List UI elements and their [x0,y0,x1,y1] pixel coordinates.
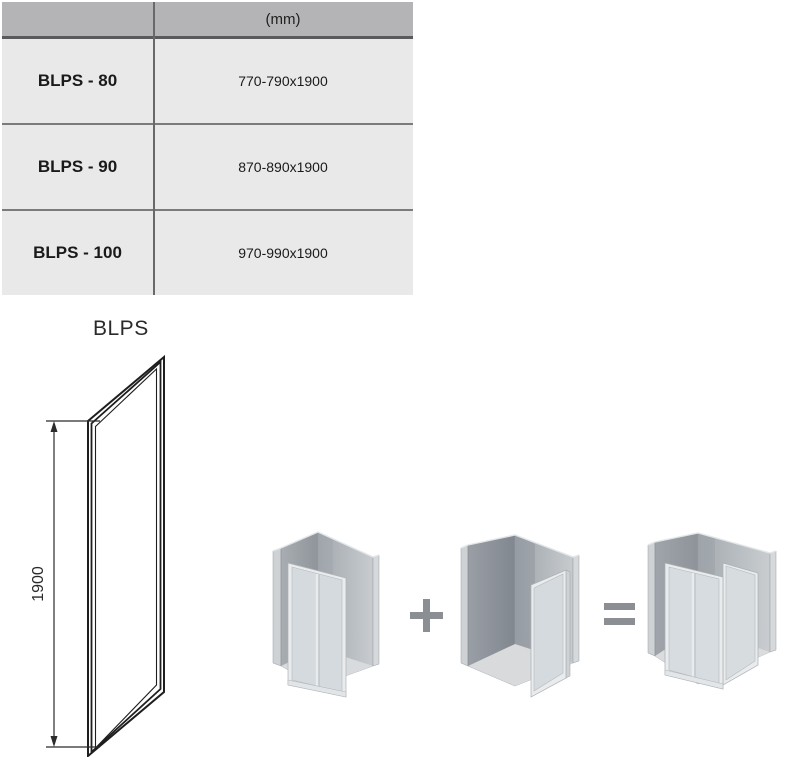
side-panel-glass [726,566,755,680]
wall-edge [461,545,468,666]
table-header-row [2,2,413,39]
wall-edge [273,548,281,666]
table-column-divider [153,2,155,295]
cell-model: BLPS - 100 [33,243,122,262]
table-row [2,39,413,123]
side-panel-drawing [20,350,250,757]
arrow-up-icon [51,421,58,432]
header-cell-dimensions: (mm) [265,10,301,28]
table-row [2,123,413,209]
panel-edge [566,570,570,678]
table-row [2,209,413,295]
product-label: BLPS [93,317,149,340]
height-dimension-label: 1900 [30,566,47,602]
cell-dimensions: 870-890x1900 [238,159,328,175]
wall-edge [770,551,776,652]
wall-edge [648,542,655,656]
illustration-sliding-door [263,520,393,705]
cell-model: BLPS - 80 [37,71,118,90]
wall-edge [373,555,379,666]
cell-model: BLPS - 90 [37,157,118,176]
wall-edge [573,555,579,663]
illustration-complete-enclosure [645,520,780,720]
cell-dimensions: 770-790x1900 [238,73,328,89]
equals-icon [604,603,635,625]
illustration-side-panel [443,520,593,705]
arrow-down-icon [51,736,58,747]
cell-dimensions: 970-990x1900 [238,245,328,261]
size-table [2,2,413,295]
panel-glass [534,574,563,691]
plus-icon [410,599,443,632]
